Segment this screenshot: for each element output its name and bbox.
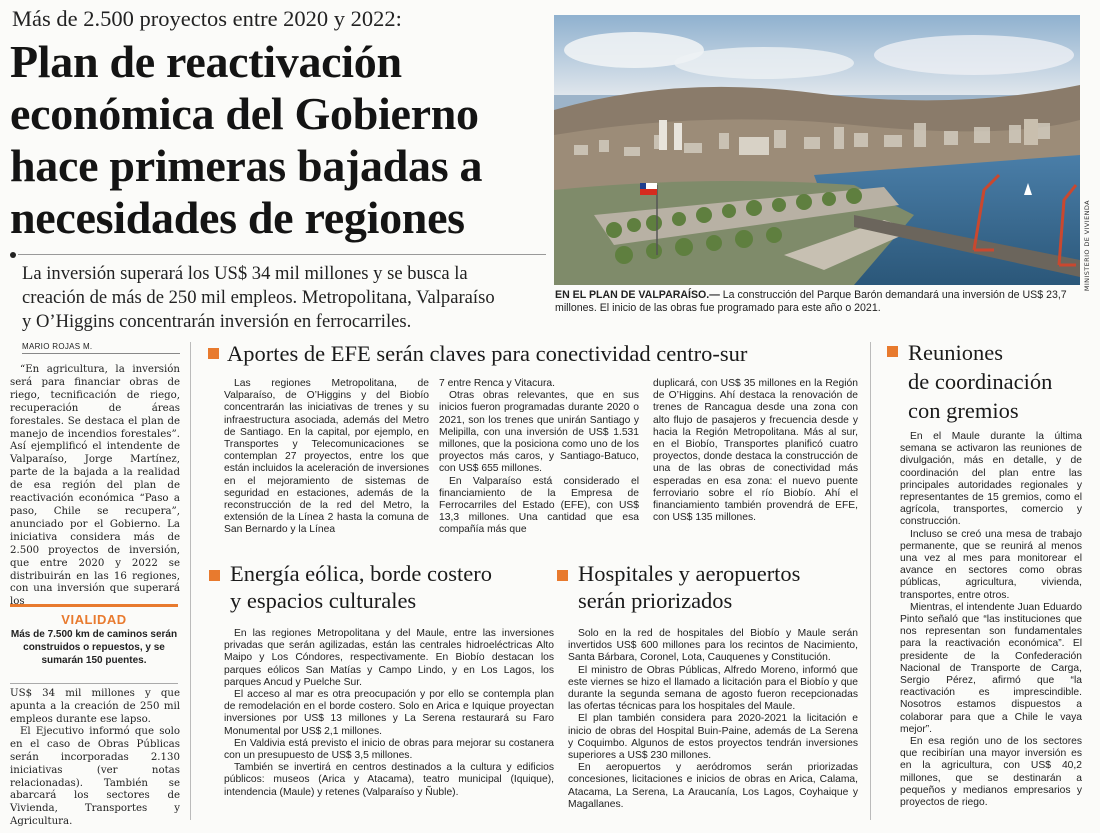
headline-line: Plan de reactivación [10, 36, 402, 87]
paragraph: Incluso se creó una mesa de trabajo permanente, que se reunirá al menos una vez al mes para monitorear el avance en sectores como obras públicas, agricultura, vivienda, transportes, entre otros. [900, 528, 1082, 601]
paragraph: En esa región uno de los sectores que recibirían una mayor inversión es en la agricultura, con US$ 40,2 millones, que se destinarán a pequeños y medianos empresarios y proyectos de riego. [900, 736, 1082, 809]
paragraph: El ministro de Obras Públicas, Alfredo Moreno, informó que este viernes se hizo el llamado a licitación para el Biobío y que durante la segunda semana de agosto fueron recepcionadas las ofertas técnicas para los hospitales del Maule. [568, 664, 858, 713]
paragraph: En aeropuertos y aeródromos serán priorizadas concesiones, licitaciones e inicios de obras en Arica, Calama, Atacama, La Serena, La Araucanía, Los Lagos, Coyhaique y Magallanes. [568, 762, 858, 810]
intro-continuation [10, 688, 180, 829]
intro-paragraph: “En agricultura, la inversión será para financiar obras de riego, tecnificación de riego, recuperación de áreas forestales. Se destaca el plan de manejo de incendios forestales”. Así ejemplificó el intendente de Valparaíso, Jorge Martínez, parte de la bajada a la realidad de esa región del plan de reactivación económica “Paso a paso, Chile se recupera”, anunciado por el Gobierno. La iniciativa considera más de 2.500 proyectos de inversión, que entre 2020 y 2022 se distribuirán en las 16 regiones, con una inversión que superará los [10, 364, 180, 608]
section-title: serán priorizados [578, 588, 733, 613]
caption-label: EN EL PLAN DE VALPARAÍSO.— [555, 289, 720, 301]
tower [1024, 119, 1038, 145]
energia-text [224, 628, 554, 799]
efe-column-3 [653, 378, 858, 524]
section-title: Hospitales y aeropuertos [578, 561, 801, 586]
reuniones-text [900, 431, 1082, 809]
flag [640, 189, 657, 195]
column-rule [190, 342, 191, 820]
photo-illustration [554, 15, 1080, 285]
byline: MARIO ROJAS M. [22, 342, 93, 351]
paragraph: En las regiones Metropolitana y del Maule, entre las inversiones privadas que serán agilizadas, están las centrales hidroeléctricas Alto Maipo y Los Cóndores, respectivamente. En Biobío destacan los parques eólicos San Matías y Campo Lindo, y en Los Lagos, los parques Ancud y Puelche Sur. [224, 628, 554, 688]
deck-line: y O’Higgins concentrarán inversión en ferrocarriles. [22, 311, 412, 332]
vialidad-box [10, 604, 178, 680]
flag [640, 183, 646, 189]
paragraph: El plan también considera para 2020-2021 la licitación e inicio de obras del Hospital Buin-Paine, además de La Serena y Coquimbo. Algunos de estos proyectos tendrán inversiones superiores a US$ 230 millones. [568, 713, 858, 762]
section-title: Aportes de EFE serán claves para conectividad centro-sur [227, 341, 748, 366]
column-rule [870, 342, 871, 820]
paragraph: En el Maule durante la última semana se activaron las reuniones de divulgación, más en detalle, y de coordinación del plan entre las principales autoridades regionales y representantes de 15 gremios, como el agrícola, transportes, comercio y construcción. [900, 431, 1082, 528]
building [739, 137, 769, 155]
section-title: con gremios [908, 398, 1019, 423]
valparaiso-photo [554, 15, 1080, 285]
section-heading-energia [230, 560, 560, 614]
headline [10, 36, 545, 244]
cloud [874, 35, 1074, 75]
divider [10, 683, 178, 684]
divider [18, 254, 546, 255]
photo-credit: MINISTERIO DE VIVIENDA [1083, 200, 1091, 292]
tower [674, 123, 682, 150]
paragraph: Otras obras relevantes, que en sus inicios fueron programadas durante 2020 o 2021, son los trenes que unirán Santiago y Melipilla, con una inversión de US$ 1.531 millones, que la posiciona como uno de los proyectos más caros, y Santiago-Batuco, con US$ 655 millones. [439, 390, 639, 475]
paragraph: En Valdivia está previsto el inicio de obras para mejorar su costanera con un presupuesto de US$ 3,5 millones. [224, 737, 554, 762]
orange-square-icon [557, 570, 568, 581]
deck-line: creación de más de 250 mil empleos. Metropolitana, Valparaíso [22, 287, 495, 308]
section-title: Energía eólica, borde costero [230, 561, 492, 586]
paragraph: 7 entre Renca y Vitacura. [439, 378, 556, 389]
section-title: Reuniones [908, 340, 1003, 365]
section-heading-reuniones [908, 338, 1088, 425]
paragraph: También se invertirá en centros destinados a la cultura y edificios públicos: museos (Arica y Atacama), teatro municipal (Iquique), intendencia (Maule) y retenes (Valparaíso y Ñuble). [224, 762, 554, 798]
headline-line: económica del Gobierno [10, 88, 479, 139]
section-title: de coordinación [908, 369, 1053, 394]
orange-square-icon [887, 346, 898, 357]
paragraph: Las regiones Metropolitana, de Valparaíso, de O’Higgins y del Biobío concentrarán las iniciativas de trenes y su infraestructura asociada, además del Metro de Santiago. En la capital, por ejemplo, en Transportes y Telecomunicaciones se contemplan 27 proyectos, entre los que están incluidos la aceleración de inversiones en el mejoramiento de sistemas de seguridad en estaciones, además de la reconstrucción de la red del Metro, la extensión de la Línea 2 hasta la comuna de San Bernardo y la Línea [224, 378, 429, 536]
vialidad-title: VIALIDAD [61, 612, 127, 627]
paragraph: El Ejecutivo informó que solo en el caso de Obras Públicas serán incorporadas 2.130 iniciativas (ver notas relacionadas). También se abarcará los sectores de Vivienda, Transportes y Agricultura. [10, 726, 180, 827]
efe-column-2 [439, 378, 639, 537]
paragraph: US$ 34 mil millones y que apunta a la creación de 250 mil empleos durante ese lapso. [10, 688, 180, 725]
paragraph: En Valparaíso está considerado el financiamiento de la Empresa de Ferrocarriles del Estado (EFE), con US$ 13,3 millones. Una cantidad que esa compañía más que [439, 475, 639, 536]
section-title: y espacios culturales [230, 588, 417, 613]
paragraph: Solo en la red de hospitales del Biobío y Maule serán invertidos US$ 600 millones para los recintos de Nacimiento, Santa Bárbara, Coronel, Lota, Cauquenes y Constitución. [568, 628, 858, 664]
section-heading-hospitales [578, 560, 858, 614]
paragraph: duplicará, con US$ 35 millones en la Región de O’Higgins. Ahí destaca la renovación de trenes de Rancagua desde una zona con alto flujo de pasajeros y frecuencia desde y hacia la Región Metropolitana. Más al sur, en el Biobío, Transportes planificó cuatro proyectos, donde destaca la construcción de una de las obras de conectividad más esperadas en esa zona: el nuevo puente ferroviario sobre el río Biobío. Ahí el financiamiento también provendrá de EFE, con US$ 135 millones. [653, 378, 858, 524]
caption-text: La construcción del Parque Barón demandará una inversión de US$ 23,7 millones. El inicio de las obras fue programado para este año o 2021. [555, 289, 1067, 314]
paragraph: El acceso al mar es otra preocupación y por ello se contempla plan de remodelación en el borde costero. Solo en Arica e Iquique proyectan inversiones por US$ 13 millones y La Serena restaurará su Faro Monumental por US$ 2,1 millones. [224, 689, 554, 737]
deck-line: La inversión superará los US$ 34 mil millones y se busca la [22, 263, 468, 284]
orange-square-icon [209, 570, 220, 581]
kicker: Más de 2.500 proyectos entre 2020 y 2022: [12, 6, 402, 31]
tower [659, 120, 667, 150]
bullet-dot [10, 252, 16, 258]
hospitales-text [568, 628, 858, 811]
efe-column-1 [224, 378, 429, 537]
deck [22, 262, 552, 334]
orange-square-icon [208, 348, 219, 359]
headline-line: hace primeras bajadas a [10, 140, 483, 191]
vialidad-text: Más de 7.500 km de caminos serán construidos o repuestos, y se sumarán 150 puentes. [10, 629, 178, 666]
photo-caption [555, 289, 1085, 315]
headline-line: necesidades de regiones [10, 192, 465, 243]
cloud [674, 47, 854, 79]
divider [22, 353, 180, 354]
paragraph: Mientras, el intendente Juan Eduardo Pinto señaló que “las instituciones que nos representan son fundamentales para la reactivación económica”. El presidente de la Confederación Nacional de Transporte de Carga, Sergio Pérez, afirmó que “la reactivación es imprescindible. Nosotros estamos dispuestos a colaborar para que a Chile le vaya mejor”. [900, 601, 1082, 735]
section-heading-efe [208, 340, 747, 367]
